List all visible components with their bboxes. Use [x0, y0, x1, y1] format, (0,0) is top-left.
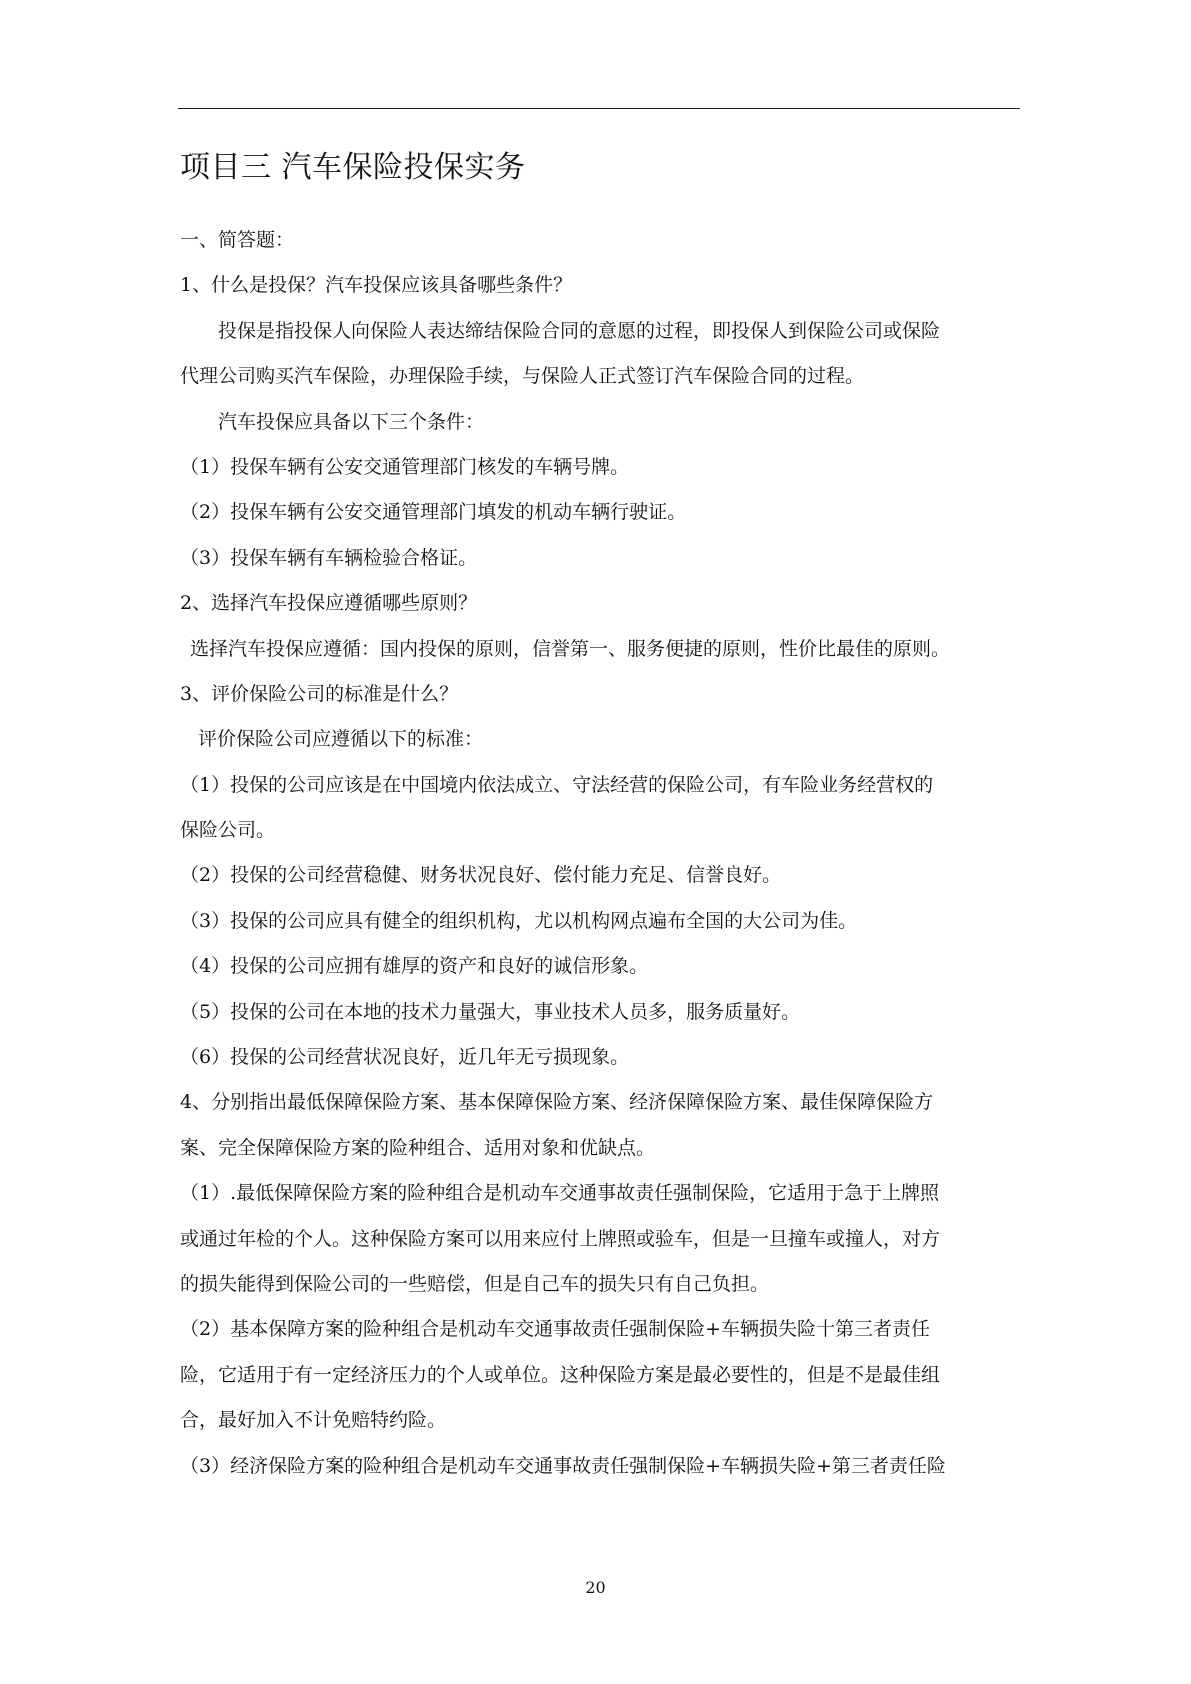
list-item-continuation: 险，它适用于有一定经济压力的个人或单位。这种保险方案是最必要性的，但是不是最佳组: [180, 1363, 941, 1386]
answer-paragraph: 代理公司购买汽车保险，办理保险手续，与保险人正式签订汽车保险合同的过程。: [180, 365, 865, 388]
section-heading: 一、简答题：: [180, 229, 295, 251]
header-rule: [178, 108, 1020, 109]
list-item-continuation: 或通过年检的个人。这种保险方案可以用来应付上牌照或验车，但是一旦撞车或撞人，对方: [180, 1227, 941, 1250]
list-item: （3）经济保险方案的险种组合是机动车交通事故责任强制保险+车辆损失险+第三者责任险: [180, 1454, 946, 1477]
list-item: （4）投保的公司应拥有雄厚的资产和良好的诚信形象。: [180, 955, 649, 978]
answer-paragraph: 选择汽车投保应遵循：国内投保的原则，信誉第一、服务便捷的原则，性价比最佳的原则。: [190, 637, 951, 660]
question-1: 1、什么是投保？汽车投保应该具备哪些条件？: [180, 274, 573, 297]
list-item-continuation: 保险公司。: [180, 819, 276, 842]
question-4-continuation: 案、完全保障保险方案的险种组合、适用对象和优缺点。: [180, 1136, 656, 1159]
list-item: （5）投保的公司在本地的技术力量强大，事业技术人员多，服务质量好。: [180, 1000, 801, 1023]
list-item: （1）.最低保障保险方案的险种组合是机动车交通事故责任强制保险，它适用于急于上牌照: [180, 1182, 940, 1205]
question-2: 2、选择汽车投保应遵循哪些原则？: [180, 592, 478, 615]
list-item: （3）投保的公司应具有健全的组织机构，尤以机构网点遍布全国的大公司为佳。: [180, 909, 858, 932]
list-item-continuation: 合，最好加入不计免赔特约险。: [180, 1409, 447, 1432]
list-item: （2）基本保障方案的险种组合是机动车交通事故责任强制保险+车辆损失险十第三者责任: [180, 1318, 931, 1341]
list-item: （2）投保车辆有公安交通管理部门填发的机动车辆行驶证。: [180, 501, 687, 524]
document-body: [180, 218, 1020, 1489]
answer-paragraph: 汽车投保应具备以下三个条件：: [218, 410, 485, 433]
answer-paragraph: 评价保险公司应遵循以下的标准：: [198, 728, 484, 751]
page-title: 项目三 汽车保险投保实务: [180, 150, 526, 185]
list-item: （1）投保的公司应该是在中国境内依法成立、守法经营的保险公司，有车险业务经营权的: [180, 773, 934, 796]
list-item: （3）投保车辆有车辆检验合格证。: [180, 546, 478, 569]
answer-paragraph: 投保是指投保人向保险人表达缔结保险合同的意愿的过程，即投保人到保险公司或保险: [218, 319, 941, 342]
list-item-continuation: 的损失能得到保险公司的一些赔偿，但是自己车的损失只有自己负担。: [180, 1272, 770, 1295]
list-item: （2）投保的公司经营稳健、财务状况良好、偿付能力充足、信誉良好。: [180, 864, 782, 887]
question-3: 3、评价保险公司的标准是什么？: [180, 682, 459, 705]
page-number: 20: [585, 1578, 606, 1597]
question-4: 4、分别指出最低保障保险方案、基本保障保险方案、经济保障保险方案、最佳保障保险方: [180, 1091, 934, 1114]
list-item: （6）投保的公司经营状况良好，近几年无亏损现象。: [180, 1046, 630, 1069]
list-item: （1）投保车辆有公安交通管理部门核发的车辆号牌。: [180, 455, 630, 478]
